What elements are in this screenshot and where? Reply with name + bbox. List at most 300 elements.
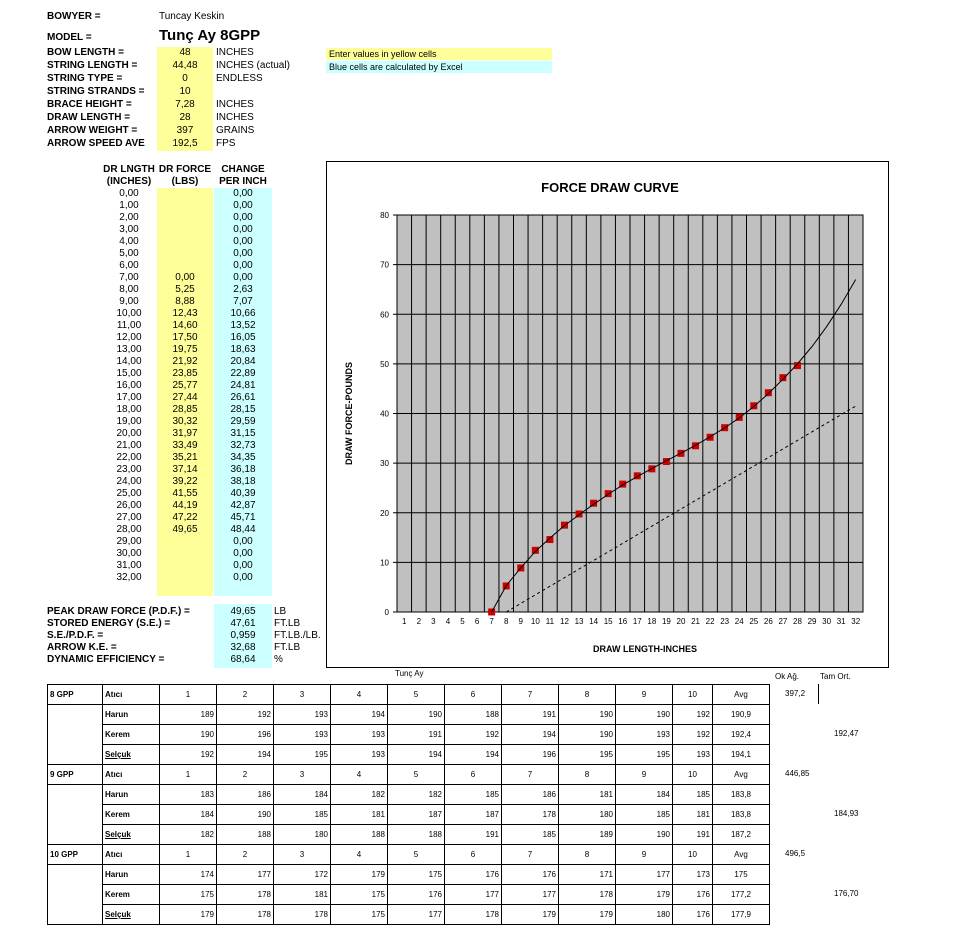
- score-cell[interactable]: 180: [616, 905, 673, 925]
- score-cell[interactable]: 187: [445, 805, 502, 825]
- dr-force-cell[interactable]: [157, 560, 213, 572]
- score-cell[interactable]: 188: [331, 825, 388, 845]
- table-row: [48, 825, 770, 845]
- chart-title: FORCE DRAW CURVE: [541, 180, 679, 195]
- score-cell[interactable]: 194: [502, 725, 559, 745]
- change-cell: 28,15: [230, 404, 256, 415]
- shot-number: 8: [559, 765, 616, 785]
- score-cell[interactable]: 183: [160, 785, 217, 805]
- ok-value: 397,2: [785, 689, 806, 698]
- score-cell[interactable]: 185: [445, 785, 502, 805]
- summary-value: 0,959: [230, 630, 256, 641]
- x-tick-label: 5: [460, 617, 465, 626]
- dr-force-cell[interactable]: 49,65: [172, 524, 198, 535]
- dr-length-cell: 20,00: [116, 428, 142, 439]
- summary-label: S.E./P.D.F. =: [47, 630, 104, 641]
- dr-force-cell[interactable]: 14,60: [172, 320, 198, 331]
- score-cell[interactable]: 193: [331, 745, 388, 765]
- dr-length-cell: 21,00: [116, 440, 142, 451]
- shot-number: 1: [160, 765, 217, 785]
- y-tick-label: 0: [384, 608, 389, 617]
- ok-value: 496,5: [785, 849, 806, 858]
- score-cell[interactable]: 193: [673, 745, 713, 765]
- score-cell[interactable]: 191: [445, 825, 502, 845]
- group-spacer: [48, 705, 103, 725]
- score-cell[interactable]: 194: [388, 745, 445, 765]
- dr-length-cell: 19,00: [116, 416, 142, 427]
- shooter-name: Kerem: [103, 805, 160, 825]
- avg-cell: 177,9: [713, 905, 770, 925]
- dr-force-cell[interactable]: [157, 224, 213, 236]
- dr-length-cell: 25,00: [116, 488, 142, 499]
- score-cell[interactable]: 179: [502, 905, 559, 925]
- x-tick-label: 17: [632, 617, 642, 626]
- score-cell[interactable]: 189: [559, 825, 616, 845]
- dr-force-cell[interactable]: 28,85: [172, 404, 198, 415]
- dr-force-cell[interactable]: [157, 260, 213, 272]
- score-cell[interactable]: 192: [160, 745, 217, 765]
- dr-force-cell[interactable]: [157, 248, 213, 260]
- score-cell[interactable]: 184: [160, 805, 217, 825]
- dr-length-cell: 14,00: [116, 356, 142, 367]
- score-cell[interactable]: 195: [616, 745, 673, 765]
- avg-cell: 194,1: [713, 745, 770, 765]
- dr-force-cell[interactable]: 17,50: [172, 332, 198, 343]
- score-cell[interactable]: 196: [217, 725, 274, 745]
- x-tick-label: 12: [560, 617, 569, 626]
- draw-length-unit: INCHES: [216, 112, 254, 123]
- score-cell[interactable]: 177: [616, 865, 673, 885]
- shot-number: 1: [160, 685, 217, 705]
- brace-height-label: BRACE HEIGHT =: [47, 99, 132, 110]
- x-tick-label: 14: [589, 617, 599, 626]
- dr-length-cell: 24,00: [116, 476, 142, 487]
- dr-force-cell[interactable]: 8,88: [175, 296, 195, 307]
- score-cell[interactable]: 178: [274, 905, 331, 925]
- score-cell[interactable]: 194: [217, 745, 274, 765]
- shot-number: 5: [388, 765, 445, 785]
- dr-length-cell: 18,00: [116, 404, 142, 415]
- score-cell[interactable]: 176: [673, 905, 713, 925]
- dr-force-cell[interactable]: 0,00: [175, 272, 195, 283]
- group-spacer: [48, 905, 103, 925]
- arrow-speed-value[interactable]: 192,5: [172, 138, 198, 149]
- score-cell[interactable]: 176: [673, 885, 713, 905]
- score-cell[interactable]: 176: [445, 865, 502, 885]
- dr-length-cell: 10,00: [116, 308, 142, 319]
- bowyer-label: BOWYER =: [47, 11, 101, 22]
- score-cell[interactable]: 193: [274, 705, 331, 725]
- x-tick-label: 27: [778, 617, 788, 626]
- dr-length-cell: 8,00: [119, 284, 139, 295]
- change-cell: 10,66: [230, 308, 256, 319]
- score-cell[interactable]: 188: [217, 825, 274, 845]
- x-tick-label: 23: [720, 617, 730, 626]
- tam-ort-value: 192,47: [834, 729, 859, 738]
- dr-length-cell: 32,00: [116, 572, 142, 583]
- string-type-value[interactable]: 0: [182, 73, 188, 84]
- dr-force-cell[interactable]: 44,19: [172, 500, 198, 511]
- score-cell[interactable]: 182: [331, 785, 388, 805]
- score-cell[interactable]: 179: [160, 905, 217, 925]
- avg-cell: 187,2: [713, 825, 770, 845]
- score-cell[interactable]: 180: [274, 825, 331, 845]
- score-cell[interactable]: 184: [274, 785, 331, 805]
- dr-force-cell[interactable]: 31,97: [172, 428, 198, 439]
- dr-length-cell: 17,00: [116, 392, 142, 403]
- dr-force-cell[interactable]: 12,43: [172, 308, 198, 319]
- score-cell[interactable]: 177: [388, 905, 445, 925]
- change-cell: 26,61: [230, 392, 256, 403]
- summary-unit: %: [274, 654, 283, 665]
- dr-force-cell[interactable]: [157, 548, 213, 560]
- score-cell[interactable]: 174: [160, 865, 217, 885]
- score-cell[interactable]: 178: [445, 905, 502, 925]
- chart-svg: [327, 162, 888, 667]
- change-cell: 0,00: [233, 560, 253, 571]
- summary-label: ARROW K.E. =: [47, 642, 117, 653]
- score-cell[interactable]: 191: [502, 705, 559, 725]
- change-cell: 0,00: [233, 188, 253, 199]
- score-cell[interactable]: 185: [274, 805, 331, 825]
- bowyer-value[interactable]: Tuncay Keskin: [159, 11, 225, 22]
- score-cell[interactable]: 176: [502, 865, 559, 885]
- change-cell: 31,15: [230, 428, 256, 439]
- score-grid: [47, 684, 770, 925]
- shooter-name: Kerem: [103, 885, 160, 905]
- string-strands-label: STRING STRANDS =: [47, 86, 145, 97]
- change-cell: 0,00: [233, 248, 253, 259]
- shot-number: 3: [274, 685, 331, 705]
- score-cell[interactable]: 192: [445, 725, 502, 745]
- score-cell[interactable]: 192: [217, 705, 274, 725]
- score-cell[interactable]: 177: [445, 885, 502, 905]
- score-cell[interactable]: 185: [616, 805, 673, 825]
- change-cell: 2,63: [233, 284, 253, 295]
- score-cell[interactable]: 195: [559, 745, 616, 765]
- model-value[interactable]: Tunç Ay 8GPP: [159, 27, 261, 44]
- x-tick-label: 32: [851, 617, 861, 626]
- score-cell[interactable]: 196: [502, 745, 559, 765]
- dr-length-cell: 27,00: [116, 512, 142, 523]
- shot-number: 2: [217, 685, 274, 705]
- score-cell[interactable]: 177: [502, 885, 559, 905]
- blue-note: Blue cells are calculated by Excel: [326, 61, 552, 73]
- tam-ort-value: 176,70: [834, 889, 859, 898]
- score-cell[interactable]: 192: [673, 725, 713, 745]
- score-cell[interactable]: 181: [559, 785, 616, 805]
- x-tick-label: 3: [431, 617, 436, 626]
- score-cell[interactable]: 190: [559, 705, 616, 725]
- table-row: [48, 865, 770, 885]
- change-cell: 24,81: [230, 380, 256, 391]
- score-cell[interactable]: 186: [502, 785, 559, 805]
- shot-number: 2: [217, 765, 274, 785]
- shooter-name: Selçuk: [103, 745, 160, 765]
- y-tick-label: 60: [380, 310, 389, 320]
- summary-unit: LB: [274, 606, 287, 617]
- group-spacer: [48, 865, 103, 885]
- group-spacer: [48, 745, 103, 765]
- change-cell: 32,73: [230, 440, 256, 451]
- score-cell[interactable]: 173: [673, 865, 713, 885]
- shooter-name: Kerem: [103, 725, 160, 745]
- x-tick-label: 13: [574, 617, 584, 626]
- x-tick-label: 31: [836, 617, 846, 626]
- dr-length-cell: 15,00: [116, 368, 142, 379]
- summary-value: 49,65: [230, 606, 256, 617]
- y-tick-label: 20: [380, 508, 389, 518]
- data-point: [532, 547, 539, 554]
- x-tick-label: 11: [545, 617, 555, 626]
- summary-unit: FT.LB./LB.: [274, 630, 321, 641]
- shot-number: 7: [502, 845, 559, 865]
- y-axis-label: DRAW FORCE-POUNDS: [344, 362, 354, 465]
- score-cell[interactable]: 192: [673, 705, 713, 725]
- x-tick-label: 18: [647, 617, 657, 626]
- change-cell: 0,00: [233, 572, 253, 583]
- x-tick-label: 4: [445, 617, 451, 626]
- shot-number: 6: [445, 765, 502, 785]
- shot-number: 4: [331, 845, 388, 865]
- dr-force-cell[interactable]: 33,49: [172, 440, 198, 451]
- string-length-label: STRING LENGTH =: [47, 60, 138, 71]
- group-spacer: [48, 785, 103, 805]
- ok-header: Ok Ağ.: [775, 672, 800, 681]
- score-cell[interactable]: 179: [616, 885, 673, 905]
- score-cell[interactable]: 190: [388, 705, 445, 725]
- x-tick-label: 19: [661, 617, 671, 626]
- table-row: [48, 885, 770, 905]
- change-cell: 16,05: [230, 332, 256, 343]
- score-cell[interactable]: 190: [160, 725, 217, 745]
- brace-height-value[interactable]: 7,28: [175, 99, 195, 110]
- change-cell: 42,87: [230, 500, 256, 511]
- change-cell: 22,89: [230, 368, 256, 379]
- y-tick-label: 10: [380, 558, 389, 568]
- dr-force-cell[interactable]: 30,32: [172, 416, 198, 427]
- table-row: [48, 805, 770, 825]
- change-cell: 0,00: [233, 548, 253, 559]
- score-cell[interactable]: 191: [388, 725, 445, 745]
- bow-length-value[interactable]: 48: [179, 47, 191, 58]
- x-tick-label: 25: [749, 617, 759, 626]
- group-spacer: [48, 885, 103, 905]
- score-cell[interactable]: 185: [673, 785, 713, 805]
- shot-number: 5: [388, 845, 445, 865]
- dr-length-cell: 12,00: [116, 332, 142, 343]
- shot-number: 8: [559, 845, 616, 865]
- summary-unit: FT.LB: [274, 642, 301, 653]
- summary-label: PEAK DRAW FORCE (P.D.F.) =: [47, 606, 190, 617]
- dr-force-cell[interactable]: 19,75: [172, 344, 198, 355]
- score-cell[interactable]: 189: [160, 705, 217, 725]
- arrow-weight-value[interactable]: 397: [176, 125, 194, 136]
- shot-number: 8: [559, 685, 616, 705]
- dr-force-cell[interactable]: [157, 572, 213, 584]
- shot-number: 3: [274, 765, 331, 785]
- dr-force-cell[interactable]: 25,77: [172, 380, 198, 391]
- score-cell[interactable]: 194: [331, 705, 388, 725]
- shot-number: 6: [445, 845, 502, 865]
- dr-force-cell[interactable]: 23,85: [172, 368, 198, 379]
- dr-force-cell[interactable]: 35,21: [172, 452, 198, 463]
- score-cell[interactable]: 193: [616, 725, 673, 745]
- score-cell[interactable]: 190: [217, 805, 274, 825]
- group-header-row: [48, 845, 770, 865]
- dr-force-cell[interactable]: [157, 236, 213, 248]
- shooter-header: Atıcı: [103, 845, 160, 865]
- string-length-unit: INCHES (actual): [216, 60, 290, 71]
- dr-force-header: DR FORCE (LBS): [158, 164, 212, 187]
- dr-length-cell: 22,00: [116, 452, 142, 463]
- shot-number: 5: [388, 685, 445, 705]
- change-cell: 40,39: [230, 488, 256, 499]
- score-cell[interactable]: 193: [331, 725, 388, 745]
- score-cell[interactable]: 185: [502, 825, 559, 845]
- score-cell[interactable]: 175: [388, 865, 445, 885]
- dr-length-cell: 5,00: [119, 248, 139, 259]
- shot-number: 9: [616, 845, 673, 865]
- score-cell[interactable]: 178: [217, 905, 274, 925]
- x-axis-label: DRAW LENGTH-INCHES: [593, 644, 697, 654]
- shot-number: 4: [331, 765, 388, 785]
- dr-force-cell[interactable]: 41,55: [172, 488, 198, 499]
- avg-header: Avg: [713, 765, 770, 785]
- score-cell[interactable]: 187: [388, 805, 445, 825]
- score-cell[interactable]: 182: [160, 825, 217, 845]
- score-cell[interactable]: 194: [445, 745, 502, 765]
- score-cell[interactable]: 178: [217, 885, 274, 905]
- shot-number: 10: [673, 685, 713, 705]
- dr-length-column: [101, 188, 157, 584]
- x-tick-label: 8: [503, 617, 509, 626]
- summary-value: 68,64: [230, 654, 256, 665]
- x-tick-label: 9: [518, 617, 524, 626]
- change-cell: 20,84: [230, 356, 256, 367]
- avg-cell: 183,8: [713, 805, 770, 825]
- score-cell[interactable]: 195: [274, 745, 331, 765]
- score-cell[interactable]: 181: [274, 885, 331, 905]
- draw-length-value[interactable]: 28: [179, 112, 191, 123]
- brace-height-unit: INCHES: [216, 99, 254, 110]
- group-spacer: [48, 825, 103, 845]
- score-cell[interactable]: 186: [217, 785, 274, 805]
- score-cell[interactable]: 178: [559, 885, 616, 905]
- change-cell: 0,00: [233, 260, 253, 271]
- data-point: [779, 374, 786, 381]
- avg-cell: 190,9: [713, 705, 770, 725]
- dr-length-cell: 30,00: [116, 548, 142, 559]
- score-cell[interactable]: 184: [616, 785, 673, 805]
- score-cell[interactable]: 190: [616, 705, 673, 725]
- score-cell[interactable]: 190: [559, 725, 616, 745]
- dr-force-cell[interactable]: 21,92: [172, 356, 198, 367]
- change-cell: 0,00: [233, 212, 253, 223]
- table-row: [48, 705, 770, 725]
- score-cell[interactable]: 175: [331, 905, 388, 925]
- shooter-name: Harun: [103, 865, 160, 885]
- dr-length-cell: 4,00: [119, 236, 139, 247]
- score-cell[interactable]: 172: [274, 865, 331, 885]
- dr-length-cell: 23,00: [116, 464, 142, 475]
- dr-length-cell: 11,00: [116, 320, 142, 331]
- divider: [818, 684, 819, 704]
- dr-force-cell[interactable]: 47,22: [172, 512, 198, 523]
- ok-value: 446,85: [785, 769, 810, 778]
- change-cell: 13,52: [230, 320, 256, 331]
- score-cell[interactable]: 175: [160, 885, 217, 905]
- avg-cell: 177,2: [713, 885, 770, 905]
- model-label: MODEL =: [47, 32, 92, 43]
- summary-unit: FT.LB: [274, 618, 301, 629]
- score-cell[interactable]: 175: [331, 885, 388, 905]
- dr-force-cell[interactable]: 37,14: [172, 464, 198, 475]
- avg-header: Avg: [713, 685, 770, 705]
- change-cell: 29,59: [230, 416, 256, 427]
- dr-force-cell[interactable]: [157, 200, 213, 212]
- string-length-value[interactable]: 44,48: [172, 60, 198, 71]
- table-row: [48, 905, 770, 925]
- change-cell: 48,44: [230, 524, 256, 535]
- score-cell[interactable]: 171: [559, 865, 616, 885]
- score-cell[interactable]: 193: [274, 725, 331, 745]
- score-cell[interactable]: 181: [331, 805, 388, 825]
- y-tick-label: 80: [380, 211, 389, 220]
- table-row: [48, 725, 770, 745]
- draw-length-label: DRAW LENGTH =: [47, 112, 131, 123]
- string-strands-value[interactable]: 10: [179, 86, 191, 97]
- score-cell[interactable]: 188: [445, 705, 502, 725]
- score-cell[interactable]: 181: [673, 805, 713, 825]
- score-cell[interactable]: 179: [331, 865, 388, 885]
- dr-force-cell[interactable]: 5,25: [175, 284, 195, 295]
- score-cell[interactable]: 182: [388, 785, 445, 805]
- dr-length-cell: 6,00: [119, 260, 139, 271]
- score-cell[interactable]: 178: [502, 805, 559, 825]
- shooter-header: Atıcı: [103, 685, 160, 705]
- dr-length-cell: 9,00: [119, 296, 139, 307]
- avg-cell: 192,4: [713, 725, 770, 745]
- avg-cell: 183,8: [713, 785, 770, 805]
- score-cell[interactable]: 191: [673, 825, 713, 845]
- shooter-name: Harun: [103, 705, 160, 725]
- score-cell[interactable]: 177: [217, 865, 274, 885]
- score-cell[interactable]: 176: [388, 885, 445, 905]
- dr-force-cell[interactable]: 39,22: [172, 476, 198, 487]
- group-spacer: [48, 805, 103, 825]
- shot-number: 4: [331, 685, 388, 705]
- score-cell[interactable]: 180: [559, 805, 616, 825]
- shooter-header: Atıcı: [103, 765, 160, 785]
- dr-force-cell[interactable]: [157, 188, 213, 200]
- shot-number: 7: [502, 685, 559, 705]
- dr-force-cell[interactable]: [157, 536, 213, 548]
- data-point: [546, 536, 553, 543]
- dr-length-cell: 16,00: [116, 380, 142, 391]
- score-cell[interactable]: 179: [559, 905, 616, 925]
- dr-length-cell: 7,00: [119, 272, 139, 283]
- dr-force-cell[interactable]: [157, 212, 213, 224]
- y-tick-label: 70: [380, 260, 389, 270]
- score-cell[interactable]: 188: [388, 825, 445, 845]
- dr-force-cell[interactable]: 27,44: [172, 392, 198, 403]
- y-tick-label: 40: [380, 409, 389, 419]
- summary-value: 47,61: [230, 618, 256, 629]
- x-tick-label: 26: [763, 617, 773, 626]
- score-cell[interactable]: 190: [616, 825, 673, 845]
- dr-length-cell: 0,00: [119, 188, 139, 199]
